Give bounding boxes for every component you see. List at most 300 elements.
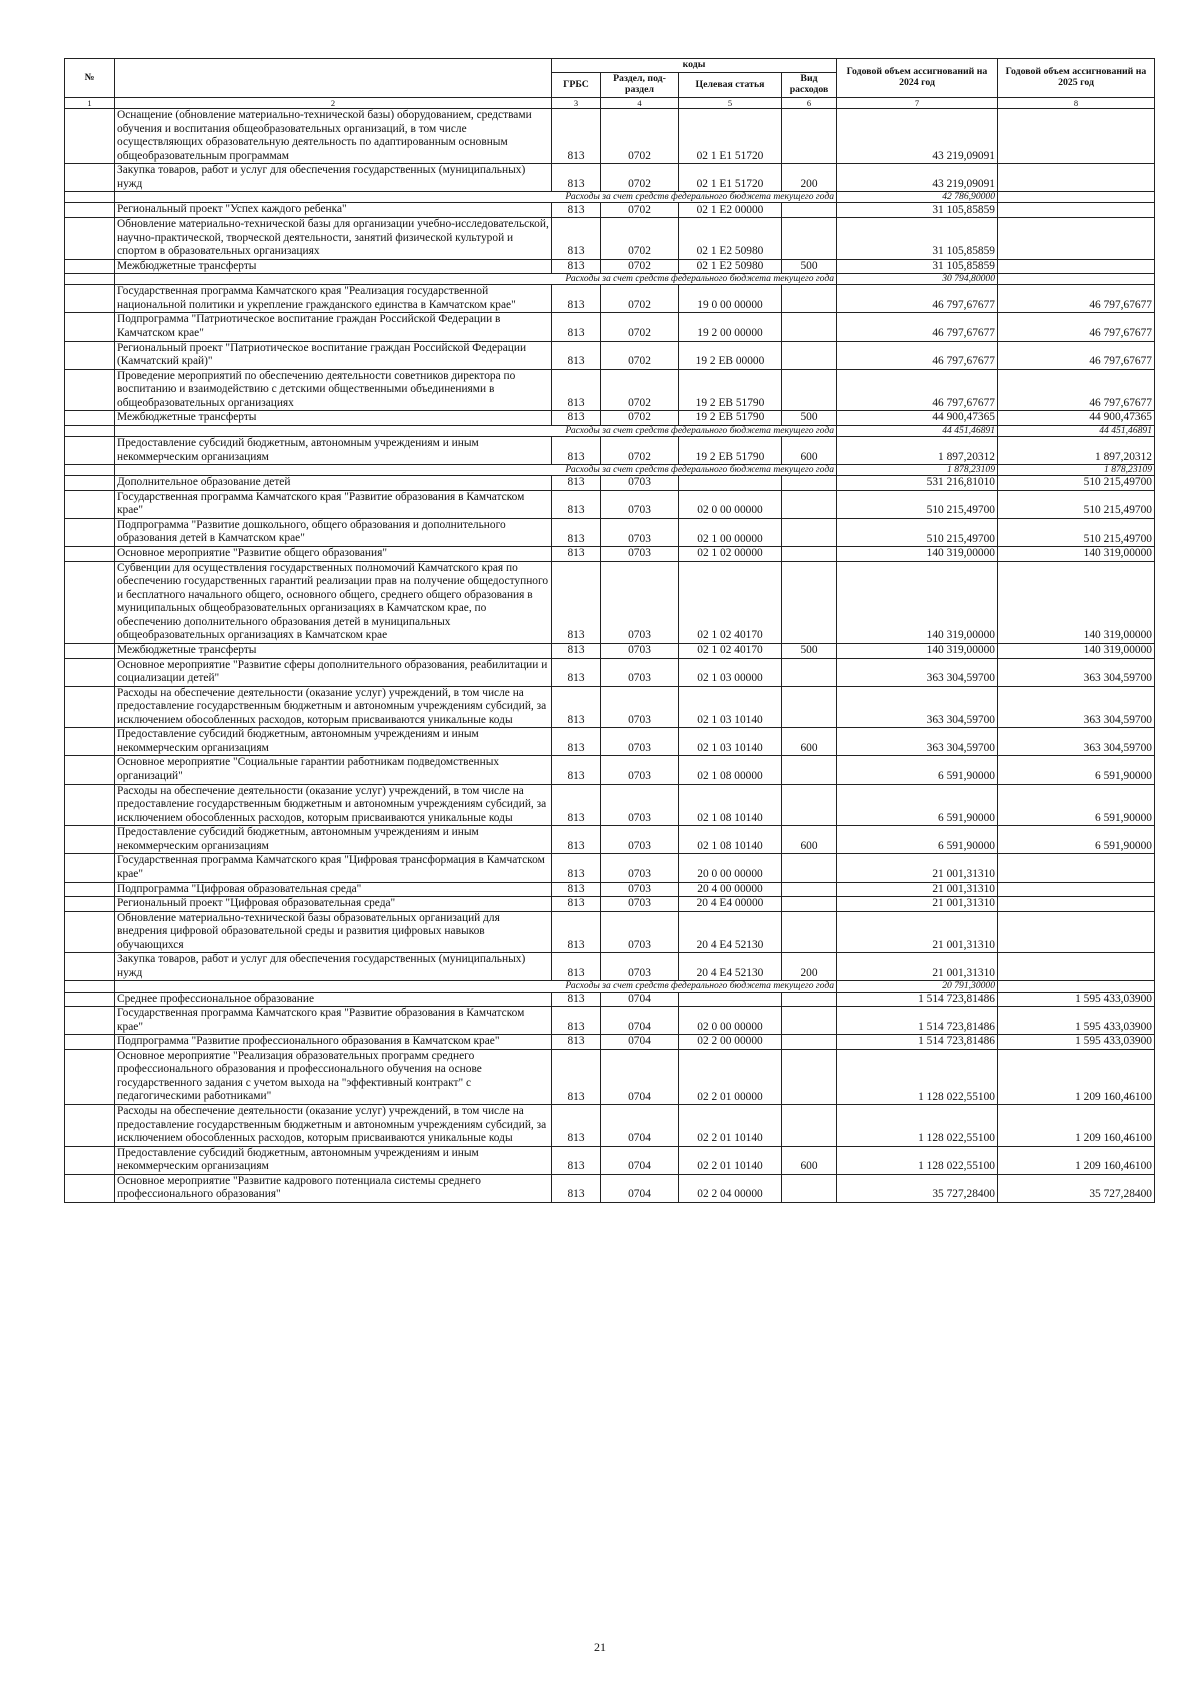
- table-row: [65, 547, 1155, 562]
- expense-kind-cell: 500: [782, 259, 837, 274]
- item-name-cell: Оснащение (обновление материально-технической базы) оборудованием, средствами обучения и воспитания общеобразовательных организаций, в том числе осуществляющих образовательную деятельность по адаптированным основным общеобразовательным программам: [115, 109, 552, 164]
- expense-kind-cell: 600: [782, 826, 837, 854]
- expense-kind-cell: [782, 109, 837, 164]
- section-code-cell: 0703: [601, 547, 679, 562]
- expense-kind-cell: [782, 313, 837, 341]
- section-code-cell: 0703: [601, 518, 679, 546]
- amount-2024-cell: 6 591,90000: [837, 826, 998, 854]
- amount-2024-cell: 35 727,28400: [837, 1174, 998, 1202]
- index-7: 7: [837, 98, 998, 109]
- row-number-cell: [65, 897, 115, 912]
- target-code-cell: 02 1 E2 50980: [679, 218, 782, 260]
- section-code-cell: 0702: [601, 341, 679, 369]
- item-name-cell: Региональный проект "Патриотическое воспитание граждан Российской Федерации (Камчатский край)": [115, 341, 552, 369]
- federal-budget-row: [65, 274, 1155, 285]
- table-row: [65, 658, 1155, 686]
- grbs-code-cell: 813: [552, 897, 601, 912]
- index-8: 8: [998, 98, 1155, 109]
- amount-2024-cell: 363 304,59700: [837, 686, 998, 728]
- section-code-cell: 0702: [601, 411, 679, 426]
- amount-2024-cell: 44 900,47365: [837, 411, 998, 426]
- item-name-cell: Межбюджетные трансферты: [115, 259, 552, 274]
- grbs-code-cell: 813: [552, 341, 601, 369]
- amount-2024-cell: 46 797,67677: [837, 369, 998, 411]
- grbs-code-cell: 813: [552, 1174, 601, 1202]
- amount-2025-cell: [998, 897, 1155, 912]
- amount-2025-cell: 46 797,67677: [998, 369, 1155, 411]
- amount-2024-cell: 140 319,00000: [837, 643, 998, 658]
- table-body: [65, 109, 1155, 1203]
- item-name-cell: Проведение мероприятий по обеспечению деятельности советников директора по воспитанию и взаимодействию с детскими общественными объединениями в общеобразовательных организациях: [115, 369, 552, 411]
- table-row: [65, 854, 1155, 882]
- table-row: [65, 728, 1155, 756]
- federal-amount-2024-cell: 30 794,80000: [837, 274, 998, 285]
- amount-2024-cell: 43 219,09091: [837, 164, 998, 192]
- section-code-cell: 0702: [601, 369, 679, 411]
- item-name-cell: Предоставление субсидий бюджетным, автономным учреждениям и иным некоммерческим организациям: [115, 437, 552, 465]
- federal-amount-2024-cell: 20 791,30000: [837, 981, 998, 992]
- target-code-cell: 02 1 E1 51720: [679, 164, 782, 192]
- target-code-cell: 02 1 E2 00000: [679, 203, 782, 218]
- table-row: [65, 164, 1155, 192]
- grbs-code-cell: 813: [552, 547, 601, 562]
- section-code-cell: 0703: [601, 561, 679, 643]
- grbs-code-cell: 813: [552, 911, 601, 953]
- row-number-cell: [65, 658, 115, 686]
- federal-budget-note: Расходы за счет средств федерального бюджета текущего года: [115, 981, 837, 992]
- amount-2025-cell: 140 319,00000: [998, 547, 1155, 562]
- item-name-cell: Региональный проект "Цифровая образовательная среда": [115, 897, 552, 912]
- grbs-code-cell: 813: [552, 784, 601, 826]
- target-code-cell: 02 1 08 10140: [679, 784, 782, 826]
- federal-budget-note: Расходы за счет средств федерального бюджета текущего года: [115, 465, 837, 476]
- target-code-cell: 19 2 EB 51790: [679, 411, 782, 426]
- row-number-cell: [65, 686, 115, 728]
- amount-2024-cell: 1 514 723,81486: [837, 1035, 998, 1050]
- item-name-cell: Государственная программа Камчатского края "Реализация государственной национальной политики и укрепление гражданского единства в Камчатском крае": [115, 285, 552, 313]
- header-grbs: ГРБС: [552, 73, 601, 98]
- grbs-code-cell: 813: [552, 203, 601, 218]
- amount-2025-cell: 1 595 433,03900: [998, 1007, 1155, 1035]
- expense-kind-cell: [782, 784, 837, 826]
- expense-kind-cell: [782, 1105, 837, 1147]
- row-number-cell: [65, 518, 115, 546]
- amount-2024-cell: 43 219,09091: [837, 109, 998, 164]
- header-section: Раздел, под-раздел: [601, 73, 679, 98]
- amount-2024-cell: 6 591,90000: [837, 784, 998, 826]
- amount-2024-cell: 6 591,90000: [837, 756, 998, 784]
- row-number-cell: [65, 756, 115, 784]
- section-code-cell: 0702: [601, 259, 679, 274]
- amount-2024-cell: 1 128 022,55100: [837, 1146, 998, 1174]
- row-number-cell: [65, 1035, 115, 1050]
- target-code-cell: 19 2 EB 51790: [679, 369, 782, 411]
- federal-budget-note: Расходы за счет средств федерального бюджета текущего года: [115, 274, 837, 285]
- header-name: [115, 59, 552, 98]
- row-number-cell: [65, 490, 115, 518]
- amount-2024-cell: 1 128 022,55100: [837, 1105, 998, 1147]
- item-name-cell: Предоставление субсидий бюджетным, автономным учреждениям и иным некоммерческим организациям: [115, 826, 552, 854]
- header-no: №: [65, 59, 115, 98]
- expense-kind-cell: [782, 992, 837, 1007]
- amount-2025-cell: 510 215,49700: [998, 490, 1155, 518]
- grbs-code-cell: 813: [552, 686, 601, 728]
- section-code-cell: 0703: [601, 897, 679, 912]
- grbs-code-cell: 813: [552, 1105, 601, 1147]
- section-code-cell: 0703: [601, 911, 679, 953]
- item-name-cell: Закупка товаров, работ и услуг для обеспечения государственных (муниципальных) нужд: [115, 953, 552, 981]
- grbs-code-cell: 813: [552, 259, 601, 274]
- row-number-cell: [65, 643, 115, 658]
- amount-2025-cell: [998, 203, 1155, 218]
- amount-2024-cell: 46 797,67677: [837, 313, 998, 341]
- row-number-cell: [65, 826, 115, 854]
- table-row: [65, 911, 1155, 953]
- row-number-cell: [65, 784, 115, 826]
- table-row: [65, 341, 1155, 369]
- table-row: [65, 1146, 1155, 1174]
- item-name-cell: Субвенции для осуществления государственных полномочий Камчатского края по обеспечению государственных гарантий реализации прав на получение общедоступного и бесплатного начального общего, основного общего, среднего общего образования в муниципальных общеобразовательных организациях в Камчатском крае, по обеспечению дополнительного образования детей в муниципальных общеобразовательных организациях в Камчатском крае: [115, 561, 552, 643]
- row-number-cell: [65, 1174, 115, 1202]
- grbs-code-cell: 813: [552, 109, 601, 164]
- grbs-code-cell: 813: [552, 992, 601, 1007]
- target-code-cell: 20 4 E4 52130: [679, 953, 782, 981]
- grbs-code-cell: 813: [552, 164, 601, 192]
- target-code-cell: 02 1 08 00000: [679, 756, 782, 784]
- amount-2024-cell: 510 215,49700: [837, 518, 998, 546]
- item-name-cell: Основное мероприятие "Развитие кадрового потенциала системы среднего профессионального образования": [115, 1174, 552, 1202]
- item-name-cell: Основное мероприятие "Реализация образовательных программ среднего профессионального образования и профессионального обучения на основе государственного задания с учетом выхода на "эффективный контракт" с педагогическими работниками": [115, 1049, 552, 1104]
- grbs-code-cell: 813: [552, 518, 601, 546]
- amount-2025-cell: 1 209 160,46100: [998, 1146, 1155, 1174]
- amount-2025-cell: 46 797,67677: [998, 313, 1155, 341]
- target-code-cell: 20 4 E4 52130: [679, 911, 782, 953]
- federal-amount-2025-cell: [998, 192, 1155, 203]
- amount-2025-cell: 6 591,90000: [998, 826, 1155, 854]
- table-row: [65, 259, 1155, 274]
- amount-2024-cell: 363 304,59700: [837, 658, 998, 686]
- amount-2025-cell: 1 209 160,46100: [998, 1105, 1155, 1147]
- section-code-cell: 0704: [601, 1049, 679, 1104]
- row-number-cell: [65, 1146, 115, 1174]
- section-code-cell: 0703: [601, 826, 679, 854]
- target-code-cell: 19 0 00 00000: [679, 285, 782, 313]
- section-code-cell: 0702: [601, 218, 679, 260]
- item-name-cell: Подпрограмма "Цифровая образовательная среда": [115, 882, 552, 897]
- target-code-cell: 02 1 02 00000: [679, 547, 782, 562]
- row-number-cell: [65, 192, 115, 203]
- expense-kind-cell: [782, 490, 837, 518]
- grbs-code-cell: 813: [552, 1146, 601, 1174]
- target-code-cell: 02 1 03 00000: [679, 658, 782, 686]
- grbs-code-cell: 813: [552, 218, 601, 260]
- table-row: [65, 411, 1155, 426]
- item-name-cell: Среднее профессиональное образование: [115, 992, 552, 1007]
- item-name-cell: Государственная программа Камчатского края "Развитие образования в Камчатском крае": [115, 1007, 552, 1035]
- amount-2024-cell: 31 105,85859: [837, 203, 998, 218]
- expense-kind-cell: [782, 369, 837, 411]
- section-code-cell: 0703: [601, 658, 679, 686]
- grbs-code-cell: 813: [552, 728, 601, 756]
- federal-budget-row: [65, 425, 1155, 436]
- target-code-cell: 02 2 01 00000: [679, 1049, 782, 1104]
- page-number: 21: [594, 1640, 606, 1654]
- amount-2025-cell: [998, 882, 1155, 897]
- section-code-cell: 0703: [601, 490, 679, 518]
- row-number-cell: [65, 953, 115, 981]
- section-code-cell: 0702: [601, 285, 679, 313]
- section-code-cell: 0704: [601, 992, 679, 1007]
- table-row: [65, 643, 1155, 658]
- section-code-cell: 0704: [601, 1105, 679, 1147]
- section-code-cell: 0704: [601, 1174, 679, 1202]
- federal-amount-2025-cell: [998, 274, 1155, 285]
- section-code-cell: 0703: [601, 854, 679, 882]
- row-number-cell: [65, 259, 115, 274]
- header-2024: Годовой объем ассигнований на 2024 год: [837, 59, 998, 98]
- target-code-cell: 02 1 E2 50980: [679, 259, 782, 274]
- amount-2025-cell: 510 215,49700: [998, 476, 1155, 491]
- item-name-cell: Подпрограмма "Развитие профессионального образования в Камчатском крае": [115, 1035, 552, 1050]
- amount-2025-cell: [998, 259, 1155, 274]
- grbs-code-cell: 813: [552, 1035, 601, 1050]
- item-name-cell: Основное мероприятие "Развитие общего образования": [115, 547, 552, 562]
- item-name-cell: Предоставление субсидий бюджетным, автономным учреждениям и иным некоммерческим организациям: [115, 1146, 552, 1174]
- expense-kind-cell: 600: [782, 437, 837, 465]
- row-number-cell: [65, 164, 115, 192]
- amount-2024-cell: 21 001,31310: [837, 854, 998, 882]
- amount-2025-cell: 46 797,67677: [998, 285, 1155, 313]
- expense-kind-cell: [782, 203, 837, 218]
- amount-2024-cell: 1 514 723,81486: [837, 992, 998, 1007]
- amount-2024-cell: 46 797,67677: [837, 285, 998, 313]
- federal-amount-2024-cell: 44 451,46891: [837, 425, 998, 436]
- section-code-cell: 0704: [601, 1035, 679, 1050]
- amount-2025-cell: 363 304,59700: [998, 658, 1155, 686]
- amount-2024-cell: 363 304,59700: [837, 728, 998, 756]
- grbs-code-cell: 813: [552, 1049, 601, 1104]
- table-row: [65, 285, 1155, 313]
- grbs-code-cell: 813: [552, 882, 601, 897]
- item-name-cell: Подпрограмма "Развитие дошкольного, общего образования и дополнительного образования детей в Камчатском крае": [115, 518, 552, 546]
- amount-2024-cell: 31 105,85859: [837, 218, 998, 260]
- amount-2025-cell: 363 304,59700: [998, 728, 1155, 756]
- item-name-cell: Расходы на обеспечение деятельности (оказание услуг) учреждений, в том числе на предоставление государственным бюджетным и автономным учреждениям субсидий, за исключением обособленных расходов, которым присваиваются уникальные коды: [115, 1105, 552, 1147]
- table-row: [65, 109, 1155, 164]
- table-row: [65, 897, 1155, 912]
- grbs-code-cell: 813: [552, 313, 601, 341]
- amount-2025-cell: 35 727,28400: [998, 1174, 1155, 1202]
- section-code-cell: 0702: [601, 164, 679, 192]
- target-code-cell: 19 2 EB 51790: [679, 437, 782, 465]
- amount-2025-cell: 1 595 433,03900: [998, 1035, 1155, 1050]
- grbs-code-cell: 813: [552, 643, 601, 658]
- expense-kind-cell: 600: [782, 1146, 837, 1174]
- amount-2024-cell: 21 001,31310: [837, 882, 998, 897]
- row-number-cell: [65, 547, 115, 562]
- expense-kind-cell: 500: [782, 411, 837, 426]
- amount-2024-cell: 531 216,81010: [837, 476, 998, 491]
- target-code-cell: 02 1 E1 51720: [679, 109, 782, 164]
- expense-kind-cell: [782, 911, 837, 953]
- section-code-cell: 0703: [601, 882, 679, 897]
- amount-2024-cell: 1 514 723,81486: [837, 1007, 998, 1035]
- row-number-cell: [65, 313, 115, 341]
- expense-kind-cell: [782, 561, 837, 643]
- federal-budget-row: [65, 192, 1155, 203]
- table-row: [65, 490, 1155, 518]
- amount-2025-cell: [998, 854, 1155, 882]
- row-number-cell: [65, 109, 115, 164]
- amount-2024-cell: 21 001,31310: [837, 911, 998, 953]
- index-2: 2: [115, 98, 552, 109]
- row-number-cell: [65, 274, 115, 285]
- item-name-cell: Закупка товаров, работ и услуг для обеспечения государственных (муниципальных) нужд: [115, 164, 552, 192]
- amount-2025-cell: 1 595 433,03900: [998, 992, 1155, 1007]
- row-number-cell: [65, 411, 115, 426]
- section-code-cell: 0703: [601, 953, 679, 981]
- target-code-cell: 02 1 03 10140: [679, 728, 782, 756]
- item-name-cell: Региональный проект "Успех каждого ребенка": [115, 203, 552, 218]
- target-code-cell: 02 2 04 00000: [679, 1174, 782, 1202]
- row-number-cell: [65, 992, 115, 1007]
- table-row: [65, 784, 1155, 826]
- amount-2025-cell: 140 319,00000: [998, 643, 1155, 658]
- table-row: [65, 756, 1155, 784]
- expense-kind-cell: [782, 1007, 837, 1035]
- target-code-cell: 02 1 03 10140: [679, 686, 782, 728]
- section-code-cell: 0704: [601, 1146, 679, 1174]
- amount-2024-cell: 21 001,31310: [837, 897, 998, 912]
- section-code-cell: 0704: [601, 1007, 679, 1035]
- amount-2025-cell: 44 900,47365: [998, 411, 1155, 426]
- table-row: [65, 992, 1155, 1007]
- row-number-cell: [65, 218, 115, 260]
- table-row: [65, 369, 1155, 411]
- row-number-cell: [65, 911, 115, 953]
- grbs-code-cell: 813: [552, 658, 601, 686]
- section-code-cell: 0703: [601, 686, 679, 728]
- item-name-cell: Основное мероприятие "Социальные гарантии работникам подведомственных организаций": [115, 756, 552, 784]
- expense-kind-cell: 600: [782, 728, 837, 756]
- section-code-cell: 0703: [601, 756, 679, 784]
- table-row: [65, 437, 1155, 465]
- table-row: [65, 882, 1155, 897]
- table-row: [65, 826, 1155, 854]
- target-code-cell: 02 0 00 00000: [679, 1007, 782, 1035]
- row-number-cell: [65, 1049, 115, 1104]
- row-number-cell: [65, 425, 115, 436]
- section-code-cell: 0702: [601, 109, 679, 164]
- section-code-cell: 0702: [601, 203, 679, 218]
- federal-amount-2025-cell: 1 878,23109: [998, 465, 1155, 476]
- expense-kind-cell: [782, 756, 837, 784]
- amount-2025-cell: 140 319,00000: [998, 561, 1155, 643]
- federal-budget-row: [65, 465, 1155, 476]
- section-code-cell: 0703: [601, 476, 679, 491]
- target-code-cell: 02 1 00 00000: [679, 518, 782, 546]
- section-code-cell: 0703: [601, 728, 679, 756]
- target-code-cell: 02 0 00 00000: [679, 490, 782, 518]
- index-1: 1: [65, 98, 115, 109]
- table-row: [65, 476, 1155, 491]
- expense-kind-cell: [782, 854, 837, 882]
- amount-2024-cell: 1 128 022,55100: [837, 1049, 998, 1104]
- row-number-cell: [65, 882, 115, 897]
- amount-2025-cell: 6 591,90000: [998, 756, 1155, 784]
- item-name-cell: Межбюджетные трансферты: [115, 411, 552, 426]
- expense-kind-cell: [782, 547, 837, 562]
- amount-2024-cell: 46 797,67677: [837, 341, 998, 369]
- row-number-cell: [65, 341, 115, 369]
- table-row: [65, 313, 1155, 341]
- grbs-code-cell: 813: [552, 411, 601, 426]
- target-code-cell: [679, 476, 782, 491]
- row-number-cell: [65, 476, 115, 491]
- grbs-code-cell: 813: [552, 490, 601, 518]
- target-code-cell: 02 2 01 10140: [679, 1146, 782, 1174]
- amount-2025-cell: [998, 164, 1155, 192]
- row-number-cell: [65, 1105, 115, 1147]
- expense-kind-cell: [782, 882, 837, 897]
- expense-kind-cell: 200: [782, 953, 837, 981]
- amount-2025-cell: 46 797,67677: [998, 341, 1155, 369]
- table-row: [65, 1035, 1155, 1050]
- target-code-cell: 19 2 EB 00000: [679, 341, 782, 369]
- item-name-cell: Расходы на обеспечение деятельности (оказание услуг) учреждений, в том числе на предоставление государственным бюджетным и автономным учреждениям субсидий, за исключением обособленных расходов, которым присваиваются уникальные коды: [115, 686, 552, 728]
- target-code-cell: 02 2 00 00000: [679, 1035, 782, 1050]
- grbs-code-cell: 813: [552, 1007, 601, 1035]
- federal-amount-2025-cell: 44 451,46891: [998, 425, 1155, 436]
- expense-kind-cell: [782, 341, 837, 369]
- row-number-cell: [65, 728, 115, 756]
- row-number-cell: [65, 981, 115, 992]
- expense-kind-cell: [782, 658, 837, 686]
- target-code-cell: 20 0 00 00000: [679, 854, 782, 882]
- item-name-cell: Предоставление субсидий бюджетным, автономным учреждениям и иным некоммерческим организациям: [115, 728, 552, 756]
- target-code-cell: 02 1 08 10140: [679, 826, 782, 854]
- amount-2024-cell: 31 105,85859: [837, 259, 998, 274]
- table-row: [65, 1049, 1155, 1104]
- expense-kind-cell: 500: [782, 643, 837, 658]
- amount-2025-cell: 1 897,20312: [998, 437, 1155, 465]
- row-number-cell: [65, 854, 115, 882]
- grbs-code-cell: 813: [552, 437, 601, 465]
- target-code-cell: 02 1 02 40170: [679, 561, 782, 643]
- grbs-code-cell: 813: [552, 854, 601, 882]
- item-name-cell: Обновление материально-технической базы образовательных организаций для внедрения цифровой образовательной среды и развития цифровых навыков обучающихся: [115, 911, 552, 953]
- section-code-cell: 0702: [601, 437, 679, 465]
- index-4: 4: [601, 98, 679, 109]
- row-number-cell: [65, 285, 115, 313]
- amount-2024-cell: 140 319,00000: [837, 561, 998, 643]
- row-number-cell: [65, 561, 115, 643]
- amount-2025-cell: 1 209 160,46100: [998, 1049, 1155, 1104]
- section-code-cell: 0702: [601, 313, 679, 341]
- expense-kind-cell: [782, 285, 837, 313]
- expense-kind-cell: [782, 1035, 837, 1050]
- amount-2025-cell: 6 591,90000: [998, 784, 1155, 826]
- section-code-cell: 0703: [601, 784, 679, 826]
- amount-2025-cell: [998, 218, 1155, 260]
- row-number-cell: [65, 437, 115, 465]
- budget-table: [64, 58, 1155, 1203]
- grbs-code-cell: 813: [552, 561, 601, 643]
- target-code-cell: [679, 992, 782, 1007]
- table-row: [65, 518, 1155, 546]
- table-row: [65, 218, 1155, 260]
- grbs-code-cell: 813: [552, 369, 601, 411]
